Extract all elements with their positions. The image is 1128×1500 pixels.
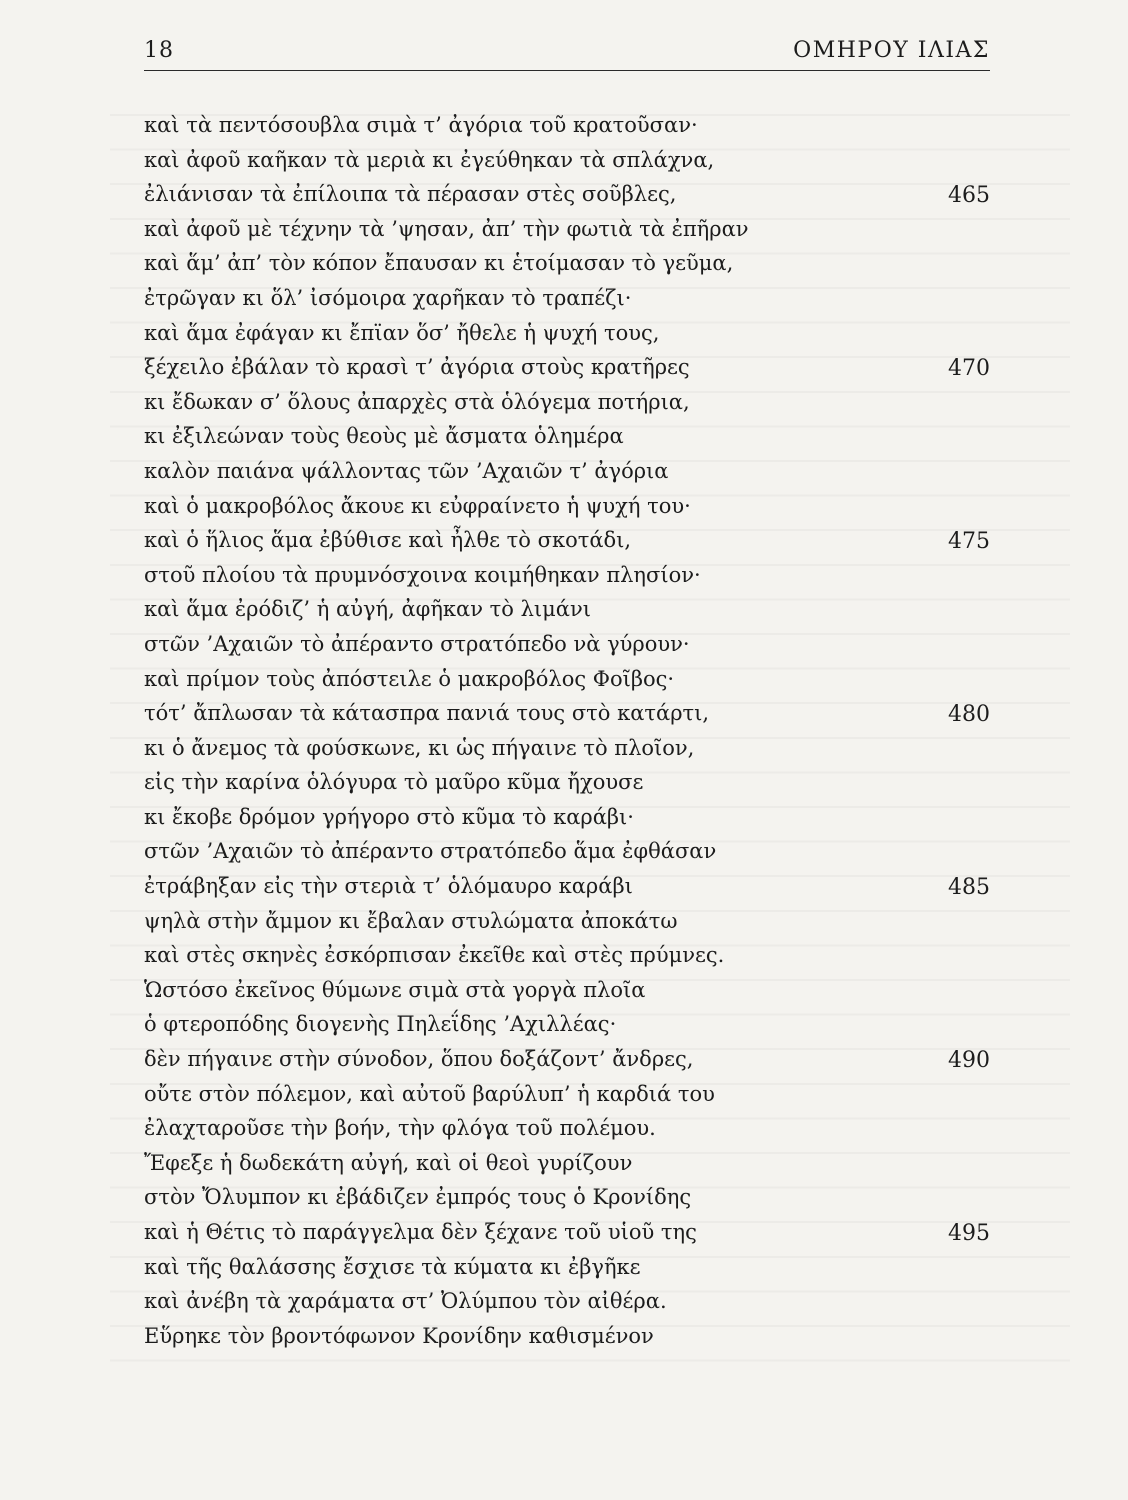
verse-text: ὁ φτεροπόδης διογενὴς Πηλεΐδης ’Αχιλλέας·: [144, 1012, 617, 1037]
verse-text: καλὸν παιάνα ψάλλοντας τῶν ’Αχαιῶν τ’ ἀγόρια: [144, 458, 669, 483]
page-number: 18: [144, 38, 174, 63]
verse-text: στῶν ’Αχαιῶν τὸ ἀπέραντο στρατόπεδο ἅμα ἐφθάσαν: [144, 839, 717, 864]
verse-line: [144, 800, 990, 835]
verse-text: στῶν ’Αχαιῶν τὸ ἀπέραντο στρατόπεδο νὰ γύρουν·: [144, 631, 690, 656]
verse-text: ψηλὰ στὴν ἄμμον κι ἔβαλαν στυλώματα ἀποκάτω: [144, 908, 678, 933]
verse-text: καὶ ἀφοῦ μὲ τέχνην τὰ ’ψησαν, ἀπ’ τὴν φωτιὰ τὰ ἐπῆραν: [144, 216, 749, 241]
verse-line: [144, 385, 990, 420]
poem-text: [144, 108, 990, 1353]
header-rule: [144, 70, 990, 71]
verse-line: [144, 523, 990, 558]
verse-text: καὶ τῆς θαλάσσης ἔσχισε τὰ κύματα κι ἐβγῆκε: [144, 1254, 641, 1279]
line-number: 475: [948, 529, 990, 555]
verse-text: δὲν πήγαινε στὴν σύνοδον, ὅπου δοξάζοντ’ ἄνδρες,: [144, 1047, 694, 1072]
verse-line: [144, 973, 990, 1008]
verse-line: [144, 1215, 990, 1250]
verse-line: [144, 246, 990, 281]
verse-text: κι ἔκοβε δρόμον γρήγορο στὸ κῦμα τὸ καράβι·: [144, 804, 634, 829]
verse-line: [144, 454, 990, 489]
verse-line: [144, 696, 990, 731]
verse-line: [144, 1077, 990, 1112]
verse-line: [144, 627, 990, 662]
verse-text: καὶ πρίμον τοὺς ἀπόστειλε ὁ μακροβόλος Φοῖβος·: [144, 666, 675, 691]
verse-text: ξέχειλο ἐβάλαν τὸ κρασὶ τ’ ἀγόρια στοὺς κρατῆρες: [144, 355, 690, 380]
verse-line: [144, 869, 990, 904]
verse-line: [144, 281, 990, 316]
verse-text: καὶ ὁ ἥλιος ἅμα ἐβύθισε καὶ ἦλθε τὸ σκοτάδι,: [144, 528, 632, 553]
verse-text: ἐτρῶγαν κι ὅλ’ ἰσόμοιρα χαρῆκαν τὸ τραπέζι·: [144, 285, 632, 310]
verse-line: [144, 1146, 990, 1181]
verse-text: Ἔφεξε ἡ δωδεκάτη αὐγή, καὶ οἱ θεοὶ γυρίζουν: [144, 1150, 633, 1175]
verse-line: [144, 904, 990, 939]
verse-line: [144, 558, 990, 593]
line-number: 485: [948, 875, 990, 901]
verse-line: [144, 731, 990, 766]
verse-line: [144, 1284, 990, 1319]
verse-text: καὶ τὰ πεντόσουβλα σιμὰ τ’ ἀγόρια τοῦ κρατοῦσαν·: [144, 113, 698, 137]
verse-text: κι ἔδωκαν σ’ ὅλους ἀπαρχὲς στὰ ὁλόγεμα ποτήρια,: [144, 389, 690, 414]
verse-line: [144, 1180, 990, 1215]
verse-line: [144, 212, 990, 247]
verse-text: ἐτράβηξαν εἰς τὴν στεριὰ τ’ ὁλόμαυρο καράβι: [144, 874, 633, 899]
verse-line: [144, 177, 990, 212]
line-number: 465: [948, 183, 990, 209]
line-number: 495: [948, 1221, 990, 1246]
verse-line: [144, 765, 990, 800]
verse-text: εἰς τὴν καρίνα ὁλόγυρα τὸ μαῦρο κῦμα ἤχουσε: [144, 770, 644, 795]
verse-text: καὶ ἅμα ἐρόδιζ’ ἡ αὐγή, ἀφῆκαν τὸ λιμάνι: [144, 597, 591, 622]
verse-text: ἐλαχταροῦσε τὴν βοήν, τὴν φλόγα τοῦ πολέμου.: [144, 1116, 656, 1141]
verse-line: [144, 350, 990, 385]
verse-line: [144, 834, 990, 869]
verse-text: Εὕρηκε τὸν βροντόφωνον Κρονίδην καθισμένον: [144, 1323, 654, 1348]
verse-text: καὶ ἀφοῦ καῆκαν τὰ μεριὰ κι ἐγεύθηκαν τὰ σπλάχνα,: [144, 147, 715, 172]
verse-line: [144, 1319, 990, 1354]
verse-line: [144, 1250, 990, 1285]
verse-text: τότ’ ἄπλωσαν τὰ κάτασπρα πανιά τους στὸ κατάρτι,: [144, 701, 710, 726]
verse-line: [144, 489, 990, 524]
verse-line: [144, 1042, 990, 1077]
verse-text: καὶ στὲς σκηνὲς ἐσκόρπισαν ἐκεῖθε καὶ στὲς πρύμνες.: [144, 943, 725, 968]
verse-line: [144, 1111, 990, 1146]
line-number: 470: [948, 356, 990, 382]
verse-text: Ὡστόσο ἐκεῖνος θύμωνε σιμὰ στὰ γοργὰ πλοῖα: [144, 977, 646, 1002]
verse-line: [144, 316, 990, 351]
verse-text: στὸν Ὄλυμπον κι ἐβάδιζεν ἐμπρός τους ὁ Κρονίδης: [144, 1185, 692, 1210]
verse-text: ἐλιάνισαν τὰ ἐπίλοιπα τὰ πέρασαν στὲς σοῦβλες,: [144, 182, 677, 207]
verse-text: οὔτε στὸν πόλεμον, καὶ αὐτοῦ βαρύλυπ’ ἡ καρδιά του: [144, 1081, 715, 1106]
verse-line: [144, 592, 990, 627]
verse-line: [144, 108, 990, 143]
line-number: 490: [948, 1048, 990, 1074]
verse-text: στοῦ πλοίου τὰ πρυμνόσχοινα κοιμήθηκαν πλησίον·: [144, 562, 701, 587]
verse-text: καὶ ἡ Θέτις τὸ παράγγελμα δὲν ξέχανε τοῦ υἱοῦ της: [144, 1220, 697, 1244]
verse-line: [144, 143, 990, 178]
verse-text: καὶ ὁ μακροβόλος ἄκουε κι εὐφραίνετο ἡ ψυχή του·: [144, 493, 691, 518]
verse-line: [144, 419, 990, 454]
verse-line: [144, 938, 990, 973]
verse-text: κι ὁ ἄνεμος τὰ φούσκωνε, κι ὡς πήγαινε τὸ πλοῖον,: [144, 735, 695, 760]
verse-line: [144, 1007, 990, 1042]
verse-text: καὶ ἀνέβη τὰ χαράματα στ’ Ὀλύμπου τὸν αἰθέρα.: [144, 1289, 667, 1314]
verse-text: κι ἐξιλεώναν τοὺς θεοὺς μὲ ἄσματα ὁλημέρα: [144, 424, 624, 449]
verse-text: καὶ ἅμα ἐφάγαν κι ἔπϊαν ὅσ’ ἤθελε ἡ ψυχή τους,: [144, 320, 660, 345]
verse-line: [144, 662, 990, 697]
verse-text: καὶ ἅμ’ ἀπ’ τὸν κόπον ἔπαυσαν κι ἑτοίμασαν τὸ γεῦμα,: [144, 251, 734, 276]
line-number: 480: [948, 702, 990, 728]
page-header: [144, 38, 990, 72]
running-title: ΟΜΗΡΟΥ ΙΛΙΑΣ: [793, 38, 990, 63]
